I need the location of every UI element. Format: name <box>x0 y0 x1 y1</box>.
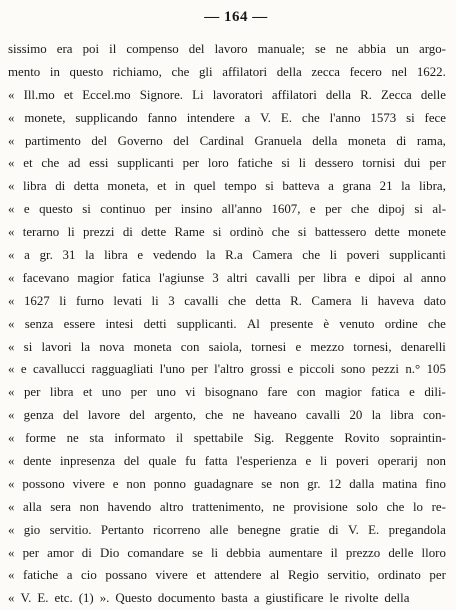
text-line: « monete, supplicando fanno intendere a V. E. che l'anno 1573 si fece <box>8 110 446 125</box>
text-line: « Ill.mo et Eccel.mo Signore. Li lavoratori affilatori della R. Zecca delle <box>8 87 446 102</box>
text-line: « alla sera non havendo altro trattenimento, ne provisione solo che lo re- <box>8 499 446 514</box>
document-body <box>8 38 446 610</box>
text-line: « a gr. 31 la libra e vedendo la R.a Camera che li poveri supplicanti <box>8 248 446 263</box>
text-line: « V. E. etc. (1) ». Questo documento basta a giustificare le rivolte della <box>8 591 410 606</box>
text-line: « 1627 li furno levati li 3 cavalli che detta R. Camera li haveva dato <box>8 293 446 308</box>
text-line: « e questo si continuo per insino all'anno 1607, e per che dipoj si al- <box>8 202 446 217</box>
text-line: mento in questo richiamo, che gli affilatori della zecca fecero nel 1622. <box>8 64 446 79</box>
text-line: « fatiche a cio possano vivere et attendere al Regio servitio, ordinato per <box>8 568 446 583</box>
text-line: « libra di detta moneta, et in quel tempo si batteva a grana 21 la libra, <box>8 179 446 194</box>
text-line: « partimento del Governo del Cardinal Granuela della moneta di rama, <box>8 133 446 148</box>
text-line: sissimo era poi il compenso del lavoro manuale; se ne abbia un argo- <box>8 42 446 56</box>
text-line: « forme ne sta informato il spettabile Sig. Reggente Rovito sopraintin- <box>8 431 446 446</box>
text-line: « e cavallucci ragguagliati l'uno per l'altro grossi e piccoli sono pezzi n.° 105 <box>8 362 446 377</box>
text-line: « gio servitio. Pertanto ricorreno alle benegne gratie di V. E. pregandola <box>8 522 446 537</box>
text-line: « facevano magior fatica l'agiunse 3 altri cavalli per libra e dipoi al anno <box>8 270 446 285</box>
page-number: — 164 — <box>204 9 268 25</box>
text-line: « et che ad essi supplicanti per loro fatiche si li dessero tornisi dui per <box>8 156 446 171</box>
text-line: « genza del lavore del argento, che ne haveano cavalli 20 la libra con- <box>8 408 446 423</box>
text-line: « possono vivere e non ponno guadagnare se non gr. 12 dalla matina fino <box>8 476 446 491</box>
text-line: « per amor di Dio comandare se li debbia aumentare il prezzo delle lloro <box>8 545 446 560</box>
text-line: « senza essere intesi detti supplicanti. Al presente è venuto ordine che <box>8 316 446 331</box>
text-line: « per libra et uno per uno vi bisognano fare con magior fatica e dili- <box>8 385 446 400</box>
text-line: « si lavori la nova moneta con saiola, tornesi e mezzo tornesi, denarelli <box>8 339 446 354</box>
text-line: « dente inpresenza del quale fu fatta l'esperienza e li poveri operarij non <box>8 454 446 469</box>
text-line: « terarno li prezzi di dette Rame si ordinò che si battessero dette monete <box>8 225 446 240</box>
